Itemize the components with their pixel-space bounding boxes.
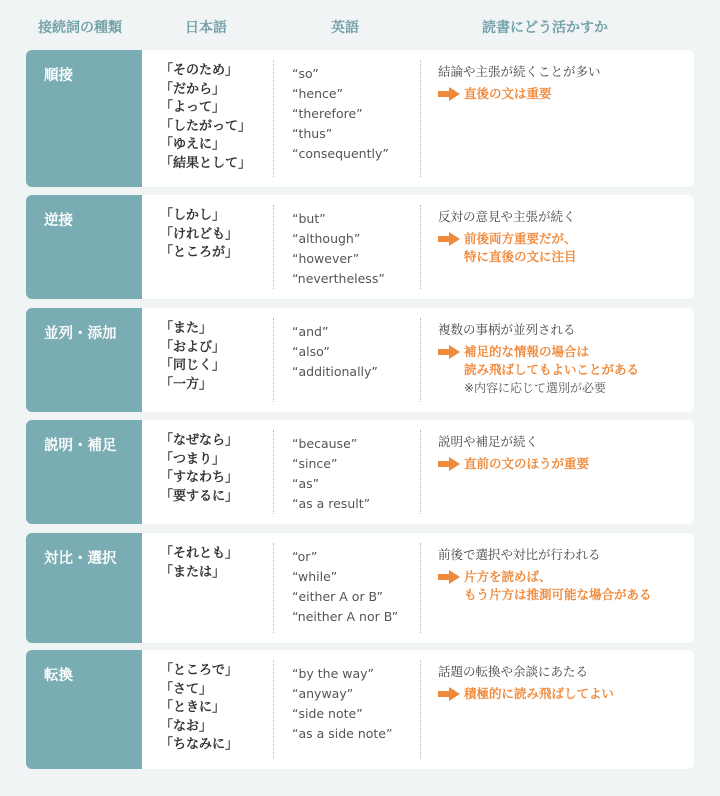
- usage-note: ※内容に応じて選別が必要: [464, 381, 607, 395]
- divider: [420, 543, 421, 633]
- english-list: [292, 322, 378, 382]
- japanese-term: 「すなわち」: [160, 470, 239, 485]
- header-type: 接続詞の種類: [38, 20, 122, 36]
- arrow-right-icon: [438, 87, 460, 101]
- divider: [273, 60, 274, 177]
- japanese-list: [160, 432, 238, 506]
- english-list: [292, 64, 389, 164]
- divider: [420, 205, 421, 289]
- english-term: “although”: [292, 231, 361, 246]
- japanese-term: 「だから」: [160, 81, 226, 97]
- english-term: “as a result”: [292, 496, 371, 511]
- english-list: [292, 434, 370, 514]
- category-label: 順接: [44, 68, 73, 84]
- usage-description: 前後で選択や対比が行われる: [438, 547, 601, 562]
- english-term: “or”: [292, 549, 318, 564]
- english-term: “as a side note”: [292, 726, 393, 741]
- table-row: [26, 50, 694, 187]
- english-list: [292, 209, 385, 289]
- english-term: “since”: [292, 456, 338, 471]
- japanese-list: [160, 320, 225, 394]
- english-list: [292, 664, 392, 744]
- japanese-term: 「要するに」: [160, 488, 239, 504]
- japanese-list: [160, 545, 238, 582]
- table-header: [0, 0, 720, 50]
- divider: [273, 543, 274, 633]
- usage-description: 反対の意見や主張が続く: [438, 209, 576, 224]
- highlight-line: 前後両方重要だが、: [464, 231, 577, 246]
- english-term: “so”: [292, 66, 319, 81]
- japanese-term: 「ところで」: [160, 663, 238, 678]
- highlight-line: 読み飛ばしてもよいことがある: [464, 362, 640, 377]
- japanese-term: 「それとも」: [160, 546, 239, 561]
- english-term: “therefore”: [292, 106, 363, 121]
- header-japanese: 日本語: [185, 20, 227, 36]
- english-term: “as”: [292, 476, 320, 491]
- japanese-term: 「さて」: [160, 681, 213, 697]
- divider: [420, 430, 421, 514]
- english-term: “but”: [292, 211, 326, 226]
- english-term: “while”: [292, 569, 338, 584]
- japanese-term: 「なぜなら」: [160, 433, 239, 448]
- english-term: “additionally”: [292, 364, 378, 379]
- japanese-term: 「ゆえに」: [160, 137, 226, 152]
- usage-cell: [438, 63, 688, 103]
- japanese-term: 「ちなみに」: [160, 737, 239, 752]
- divider: [420, 318, 421, 402]
- category-cell: [26, 420, 142, 524]
- japanese-term: 「したがって」: [160, 118, 252, 134]
- japanese-list: [160, 207, 238, 263]
- usage-highlight: [438, 85, 688, 103]
- japanese-term: 「ところが」: [160, 245, 239, 260]
- english-term: “because”: [292, 436, 358, 451]
- japanese-term: 「しかし」: [160, 208, 226, 223]
- usage-description: 結論や主張が続くことが多い: [438, 64, 601, 79]
- usage-highlight: [438, 685, 688, 703]
- english-term: “by the way”: [292, 666, 375, 681]
- highlight-line: 積極的に読み飛ばしてよい: [464, 686, 615, 701]
- usage-cell: [438, 321, 688, 397]
- highlight-line: 特に直後の文に注目: [464, 249, 577, 264]
- usage-highlight: [438, 568, 688, 604]
- english-term: “anyway”: [292, 686, 354, 701]
- english-term: “and”: [292, 324, 329, 339]
- arrow-right-icon: [438, 232, 460, 246]
- japanese-term: 「つまり」: [160, 451, 226, 467]
- japanese-term: 「同じく」: [160, 358, 226, 373]
- japanese-term: 「なお」: [160, 718, 213, 734]
- japanese-list: [160, 662, 238, 755]
- usage-description: 複数の事柄が並列される: [438, 322, 576, 337]
- divider: [273, 430, 274, 514]
- highlight-line: 直後の文は重要: [464, 86, 552, 101]
- english-term: “thus”: [292, 126, 333, 141]
- english-term: “neither A nor B”: [292, 609, 399, 624]
- highlight-line: 補足的な情報の場合は: [464, 344, 590, 359]
- category-label: 逆接: [44, 213, 73, 229]
- divider: [420, 660, 421, 759]
- category-cell: [26, 308, 142, 412]
- english-term: “hence”: [292, 86, 344, 101]
- english-term: “nevertheless”: [292, 271, 385, 286]
- usage-cell: [438, 546, 688, 604]
- category-cell: [26, 50, 142, 187]
- table-row: [26, 420, 694, 524]
- usage-description: 説明や補足が続く: [438, 434, 539, 449]
- header-english: 英語: [331, 20, 359, 36]
- english-term: “also”: [292, 344, 330, 359]
- usage-cell: [438, 433, 688, 473]
- usage-highlight: [438, 343, 688, 379]
- arrow-right-icon: [438, 687, 460, 701]
- usage-cell: [438, 208, 688, 266]
- japanese-term: 「一方」: [160, 376, 213, 392]
- japanese-term: 「結果として」: [160, 155, 252, 171]
- japanese-term: 「または」: [160, 564, 226, 580]
- usage-cell: [438, 663, 688, 703]
- table-row: [26, 533, 694, 643]
- english-list: [292, 547, 398, 627]
- usage-highlight: [438, 230, 688, 266]
- arrow-right-icon: [438, 345, 460, 359]
- table-row: [26, 650, 694, 769]
- divider: [273, 205, 274, 289]
- divider: [273, 660, 274, 759]
- english-term: “either A or B”: [292, 589, 383, 604]
- category-label: 説明・補足: [44, 438, 117, 454]
- category-cell: [26, 195, 142, 299]
- header-usage: 読書にどう活かすか: [482, 20, 608, 36]
- japanese-term: 「けれども」: [160, 226, 239, 242]
- category-label: 並列・添加: [44, 326, 117, 342]
- english-term: “consequently”: [292, 146, 389, 161]
- japanese-term: 「よって」: [160, 100, 226, 115]
- category-cell: [26, 533, 142, 643]
- divider: [420, 60, 421, 177]
- arrow-right-icon: [438, 570, 460, 584]
- english-term: “side note”: [292, 706, 363, 721]
- japanese-term: 「ときに」: [160, 700, 226, 715]
- category-label: 転換: [44, 668, 73, 684]
- arrow-right-icon: [438, 457, 460, 471]
- category-label: 対比・選択: [44, 551, 117, 567]
- highlight-line: 片方を読めば、: [464, 569, 552, 584]
- english-term: “however”: [292, 251, 360, 266]
- divider: [273, 318, 274, 402]
- japanese-term: 「また」: [160, 321, 213, 336]
- category-cell: [26, 650, 142, 769]
- usage-description: 話題の転換や余談にあたる: [438, 664, 589, 679]
- highlight-line: もう片方は推測可能な場合がある: [464, 587, 652, 602]
- usage-highlight: [438, 455, 688, 473]
- table-row: [26, 195, 694, 299]
- highlight-line: 直前の文のほうが重要: [464, 456, 590, 471]
- japanese-term: 「および」: [160, 339, 226, 355]
- japanese-list: [160, 62, 251, 173]
- table-row: [26, 308, 694, 412]
- japanese-term: 「そのため」: [160, 63, 239, 78]
